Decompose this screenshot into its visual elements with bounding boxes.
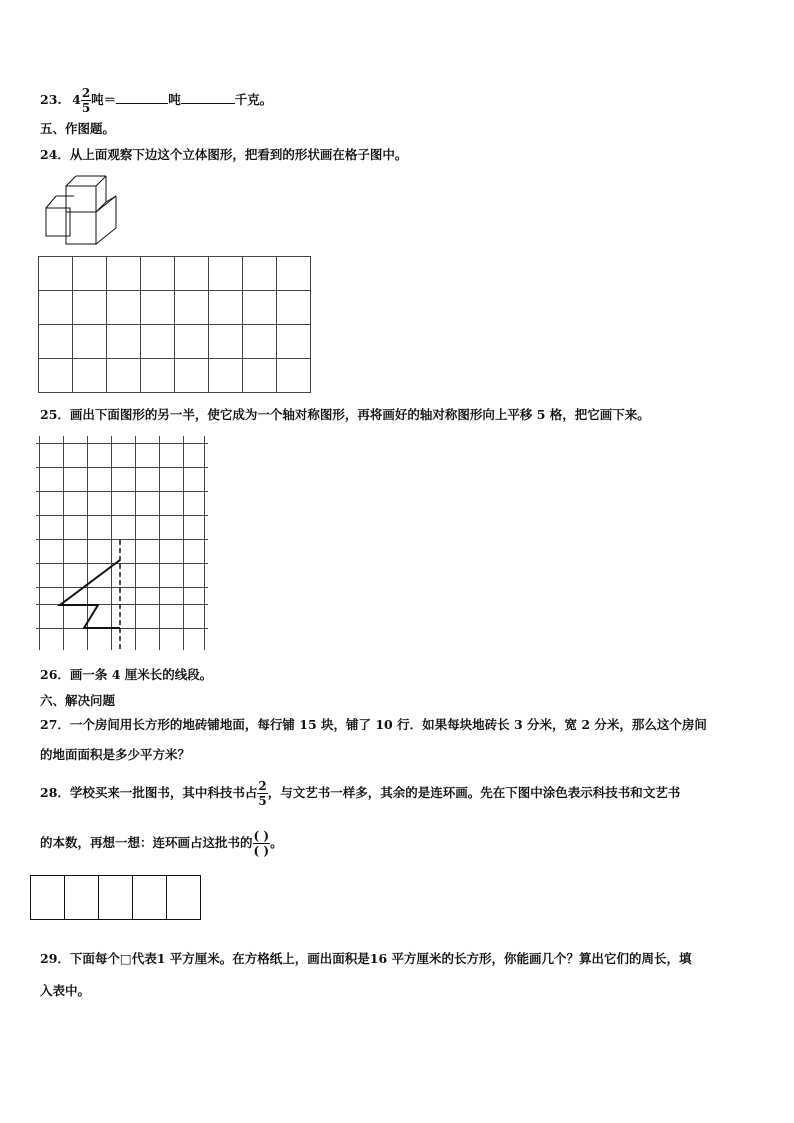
question-28-line1 xyxy=(40,776,680,810)
fraction: $\frac{2}{5}$ xyxy=(258,779,267,808)
question-text: 。 xyxy=(270,835,283,850)
section-heading: 六、解决问题 xyxy=(40,693,116,708)
question-number: 23. xyxy=(40,92,62,107)
unit-label: 吨＝ xyxy=(91,92,117,107)
question-27-line2: 的地面面积是多少平方米？ xyxy=(40,747,191,762)
question-27-line1: 27．一个房间用长方形的地砖铺地面，每行铺 15 块，铺了 10 行．如果每块地砖长 3 分米，宽 2 分米，那么这个房间 xyxy=(40,717,707,732)
symmetry-grid[interactable] xyxy=(36,436,208,650)
mixed-number-whole: 4 xyxy=(72,92,81,107)
question-23 xyxy=(40,86,272,115)
question-29-line2: 入表中。 xyxy=(40,983,91,998)
question-25: 25．画出下面图形的另一半，使它成为一个轴对称图形，再将画好的轴对称图形向上平移 5 格，把它画下来。 xyxy=(40,407,650,422)
answer-blank-kg[interactable] xyxy=(181,91,235,104)
question-text: ，与文艺书一样多，其余的是连环画。先在下图中涂色表示科技书和文艺书 xyxy=(267,785,681,800)
unit-label: 千克。 xyxy=(234,92,273,107)
fraction: $\frac{2}{5}$ xyxy=(81,86,91,115)
answer-grid[interactable] xyxy=(38,256,312,394)
question-24: 24．从上面观察下边这个立体图形，把看到的形状画在格子图中。 xyxy=(40,147,408,162)
section-heading: 五、作图题。 xyxy=(40,121,116,136)
question-text: 28．学校买来一批图书，其中科技书占 xyxy=(40,785,258,800)
answer-fraction-blank[interactable]: $\frac{( )}{( )}$ xyxy=(253,829,270,858)
unit-label: 吨 xyxy=(168,92,181,107)
question-text: 的本数，再想一想：连环画占这批书的 xyxy=(40,835,253,850)
question-28-line2 xyxy=(40,826,283,860)
answer-blank-ton[interactable] xyxy=(116,91,168,104)
question-29-line1: 29．下面每个□代表1 平方厘米。在方格纸上，画出面积是16 平方厘米的长方形，你能画几个？算出它们的周长，填 xyxy=(40,951,692,966)
question-26: 26．画一条 4 厘米长的线段。 xyxy=(40,667,213,682)
coloring-strip[interactable] xyxy=(30,875,202,921)
cube-figure xyxy=(44,174,124,246)
